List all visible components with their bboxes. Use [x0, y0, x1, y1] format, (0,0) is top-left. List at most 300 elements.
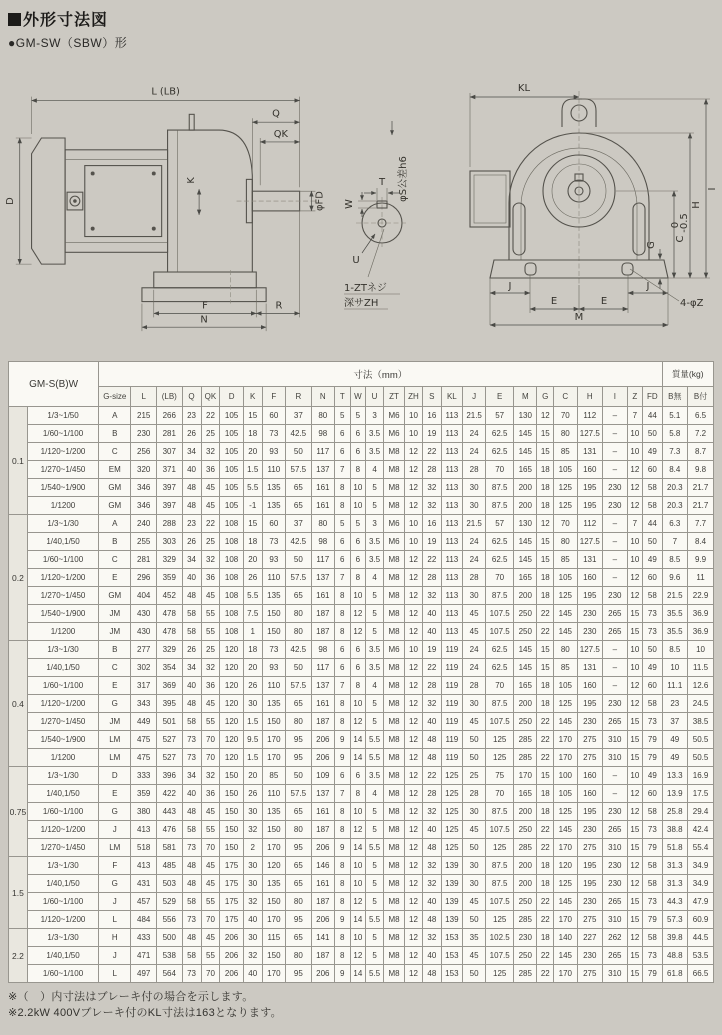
ratio-cell: 1/3~1/30: [27, 515, 98, 533]
dim-cell: 80: [554, 641, 577, 659]
dim-cell: 73: [182, 839, 201, 857]
dim-cell: 6: [350, 641, 366, 659]
dim-cell: 15: [243, 407, 262, 425]
mass-cell: 10: [688, 641, 714, 659]
dim-cell: 310: [603, 839, 627, 857]
dim-cell: 20: [243, 443, 262, 461]
dim-cell: 153: [441, 929, 462, 947]
dim-cell: 70: [554, 515, 577, 533]
dim-cell: 65: [286, 875, 312, 893]
dim-cell: 25: [201, 641, 220, 659]
dim-cell: 230: [603, 875, 627, 893]
dim-cell: 12: [405, 929, 423, 947]
dim-cell: 12: [405, 479, 423, 497]
dim-cell: 380: [131, 803, 157, 821]
dim-cell: 12: [537, 407, 554, 425]
dim-cell: 10: [350, 803, 366, 821]
column-header: (LB): [157, 387, 183, 407]
mass-cell: 8.4: [688, 533, 714, 551]
dim-label-f: F: [202, 300, 208, 312]
dim-cell: 5.5: [243, 587, 262, 605]
dim-cell: 12: [627, 479, 643, 497]
dim-cell: 8: [350, 677, 366, 695]
dim-cell: 19: [422, 425, 441, 443]
mass-cell: 21.7: [688, 497, 714, 515]
dim-cell: 73: [643, 713, 662, 731]
dim-cell: 8: [350, 569, 366, 587]
dim-cell: 26: [243, 569, 262, 587]
dim-cell: 227: [577, 929, 603, 947]
dim-cell: 57: [486, 515, 514, 533]
dim-cell: 5.5: [366, 839, 384, 857]
dim-cell: 28: [422, 785, 441, 803]
dim-cell: 23: [182, 407, 201, 425]
dim-cell: 484: [131, 911, 157, 929]
dim-cell: 58: [643, 857, 662, 875]
mass-cell: 49: [662, 749, 688, 767]
dim-cell: M8: [383, 821, 404, 839]
dim-cell: 139: [441, 911, 462, 929]
dim-label-k: K: [186, 177, 198, 184]
dim-cell: 30: [243, 875, 262, 893]
column-header: W: [350, 387, 366, 407]
dim-cell: 40: [243, 911, 262, 929]
dim-cell: 1.5: [243, 713, 262, 731]
column-header: N: [311, 387, 334, 407]
mass-cell: 12.6: [688, 677, 714, 695]
dim-cell: 329: [157, 641, 183, 659]
dim-cell: 85: [554, 443, 577, 461]
dim-cell: 433: [131, 929, 157, 947]
dim-cell: 275: [577, 749, 603, 767]
dim-cell: 80: [286, 605, 312, 623]
dim-label-s: φS公差h6: [398, 156, 409, 202]
dim-cell: 105: [220, 461, 243, 479]
dim-cell: 60: [643, 461, 662, 479]
dim-cell: 8: [334, 605, 350, 623]
dim-cell: 48: [182, 857, 201, 875]
dim-cell: 24: [462, 533, 485, 551]
dim-cell: 19: [422, 533, 441, 551]
ratio-cell: 1/120~1/200: [27, 569, 98, 587]
dim-cell: 8: [350, 785, 366, 803]
dim-cell: 50: [286, 659, 312, 677]
dim-cell: M8: [383, 731, 404, 749]
dim-cell: 115: [262, 929, 285, 947]
dim-cell: 45: [462, 821, 485, 839]
mass-cell: 38.5: [688, 713, 714, 731]
dim-cell: 93: [262, 551, 285, 569]
dim-cell: M8: [383, 461, 404, 479]
mass-cell: 20.3: [662, 497, 688, 515]
dim-cell: 48: [182, 497, 201, 515]
dim-cell: 113: [441, 497, 462, 515]
dim-cell: 7: [627, 515, 643, 533]
dim-cell: 28: [462, 785, 485, 803]
gsize-cell: E: [99, 677, 131, 695]
dim-cell: M8: [383, 497, 404, 515]
dim-cell: 15: [627, 839, 643, 857]
dim-cell: 9: [334, 749, 350, 767]
table-row: [9, 875, 714, 893]
dim-cell: 30: [462, 497, 485, 515]
dim-cell: 329: [157, 551, 183, 569]
dim-cell: 32: [201, 443, 220, 461]
dim-cell: 10: [627, 443, 643, 461]
dim-label-l: L (LB): [151, 86, 180, 98]
ratio-cell: 1/1200: [27, 497, 98, 515]
dim-cell: 12: [405, 893, 423, 911]
dim-cell: 35: [462, 929, 485, 947]
dim-cell: 108: [220, 623, 243, 641]
dim-cell: 60: [262, 407, 285, 425]
dim-cell: 145: [514, 551, 537, 569]
dim-cell: 12: [405, 623, 423, 641]
dim-cell: 285: [514, 731, 537, 749]
dim-cell: 50: [643, 425, 662, 443]
dim-cell: 80: [286, 893, 312, 911]
dim-cell: 485: [157, 857, 183, 875]
dim-cell: 12: [405, 659, 423, 677]
dim-cell: M8: [383, 569, 404, 587]
dim-cell: 170: [262, 965, 285, 983]
dim-cell: 10: [405, 407, 423, 425]
gsize-cell: E: [99, 569, 131, 587]
mass-cell: 34.9: [688, 875, 714, 893]
gsize-cell: F: [99, 857, 131, 875]
dim-cell: M8: [383, 767, 404, 785]
dim-cell: 187: [311, 605, 334, 623]
dim-cell: 50: [462, 965, 485, 983]
dim-cell: 5: [366, 695, 384, 713]
ratio-cell: 1/120~1/200: [27, 911, 98, 929]
dim-cell: 285: [514, 749, 537, 767]
ratio-cell: 1/540~1/900: [27, 479, 98, 497]
dim-cell: 109: [311, 767, 334, 785]
dim-cell: 119: [441, 731, 462, 749]
dim-cell: 475: [131, 731, 157, 749]
mass-cell: 23: [662, 695, 688, 713]
dim-cell: 93: [262, 659, 285, 677]
dim-cell: 113: [441, 605, 462, 623]
dim-cell: 449: [131, 713, 157, 731]
dim-cell: 165: [514, 785, 537, 803]
dim-cell: 87.5: [486, 587, 514, 605]
dim-cell: 10: [405, 515, 423, 533]
dim-cell: 230: [577, 893, 603, 911]
dim-cell: 30: [462, 695, 485, 713]
dim-cell: 139: [441, 893, 462, 911]
dim-cell: 145: [554, 893, 577, 911]
dim-cell: 310: [603, 911, 627, 929]
dim-cell: 404: [131, 587, 157, 605]
dim-cell: 15: [627, 605, 643, 623]
dim-cell: 105: [220, 425, 243, 443]
dim-cell: 265: [603, 623, 627, 641]
dim-cell: 161: [311, 587, 334, 605]
dim-cell: 230: [514, 929, 537, 947]
dim-label-qk: QK: [273, 129, 289, 140]
dim-cell: 15: [243, 515, 262, 533]
dim-cell: 170: [554, 965, 577, 983]
dim-cell: 120: [220, 641, 243, 659]
dim-cell: 113: [441, 533, 462, 551]
dim-cell: 3.5: [366, 425, 384, 443]
dim-cell: 15: [627, 893, 643, 911]
dim-cell: M8: [383, 947, 404, 965]
dim-cell: 45: [201, 929, 220, 947]
dim-cell: 12: [405, 605, 423, 623]
ratio-cell: 1/120~1/200: [27, 695, 98, 713]
dim-cell: 288: [157, 515, 183, 533]
dim-cell: 302: [131, 659, 157, 677]
dim-cell: 40: [182, 677, 201, 695]
mass-cell: 25.8: [662, 803, 688, 821]
dim-cell: 12: [405, 911, 423, 929]
dim-cell: 44: [643, 407, 662, 425]
dim-cell: 22: [537, 893, 554, 911]
dim-cell: 24: [462, 551, 485, 569]
dim-cell: 70: [486, 569, 514, 587]
dim-cell: 396: [157, 767, 183, 785]
dim-cell: 5: [366, 857, 384, 875]
dim-cell: 21.5: [462, 407, 485, 425]
dim-cell: 32: [422, 857, 441, 875]
dim-cell: 58: [643, 695, 662, 713]
dim-cell: 22: [537, 821, 554, 839]
dim-cell: 57.5: [286, 569, 312, 587]
gsize-cell: LM: [99, 839, 131, 857]
dim-cell: 170: [262, 911, 285, 929]
dim-cell: 6: [350, 533, 366, 551]
mass-cell: 16.9: [688, 767, 714, 785]
dim-cell: 30: [462, 587, 485, 605]
mass-cell: 34.9: [688, 857, 714, 875]
column-header: F: [262, 387, 285, 407]
mass-cell: 44.5: [688, 929, 714, 947]
dim-cell: 137: [311, 785, 334, 803]
gsize-cell: JM: [99, 605, 131, 623]
dim-cell: 127.5: [577, 425, 603, 443]
dim-cell: 5: [366, 929, 384, 947]
dim-cell: 22: [422, 551, 441, 569]
dim-cell: 395: [157, 695, 183, 713]
dim-cell: 60: [643, 785, 662, 803]
dim-cell: 137: [311, 461, 334, 479]
dim-cell: 6: [334, 551, 350, 569]
gsize-cell: JM: [99, 713, 131, 731]
dim-cell: 48: [182, 479, 201, 497]
dim-cell: 55: [201, 713, 220, 731]
dim-cell: 397: [157, 479, 183, 497]
dim-cell: 40: [182, 785, 201, 803]
dim-cell: 145: [554, 605, 577, 623]
dim-cell: 60: [643, 677, 662, 695]
dim-cell: 26: [182, 425, 201, 443]
dim-cell: 145: [514, 425, 537, 443]
dim-cell: 1.5: [243, 461, 262, 479]
mass-cell: 9.8: [688, 461, 714, 479]
dim-cell: M8: [383, 911, 404, 929]
dim-cell: 58: [643, 587, 662, 605]
dim-cell: 44: [643, 515, 662, 533]
dim-cell: 137: [311, 677, 334, 695]
dim-cell: 6: [350, 659, 366, 677]
dim-cell: 12: [627, 569, 643, 587]
dim-cell: 25: [201, 425, 220, 443]
table-body: [9, 407, 714, 983]
gsize-cell: EM: [99, 461, 131, 479]
dim-cell: 42.5: [286, 533, 312, 551]
table-head: [9, 362, 714, 407]
table-row: [9, 929, 714, 947]
table-row: [9, 641, 714, 659]
dim-cell: 5.5: [366, 731, 384, 749]
gsize-cell: C: [99, 443, 131, 461]
dim-cell: 200: [514, 875, 537, 893]
dim-cell: 65: [286, 497, 312, 515]
dim-cell: 130: [514, 515, 537, 533]
dim-cell: 70: [201, 839, 220, 857]
dim-cell: 65: [286, 587, 312, 605]
dim-cell: 73: [643, 623, 662, 641]
dim-cell: 32: [422, 479, 441, 497]
ratio-cell: 1/40,1/50: [27, 785, 98, 803]
mass-cell: 21.7: [688, 479, 714, 497]
dim-cell: 275: [577, 839, 603, 857]
dim-cell: M8: [383, 713, 404, 731]
dim-cell: 150: [220, 803, 243, 821]
dim-cell: 105: [220, 443, 243, 461]
dim-cell: 230: [577, 821, 603, 839]
dim-cell: 110: [262, 677, 285, 695]
dim-cell: 5: [366, 821, 384, 839]
dim-cell: 10: [405, 641, 423, 659]
kw-cell: 1.5: [9, 857, 28, 929]
dim-cell: 7: [334, 461, 350, 479]
dim-cell: 10: [350, 857, 366, 875]
dim-cell: 73: [182, 731, 201, 749]
mass-cell: 6.3: [662, 515, 688, 533]
mass-cell: 7.2: [688, 425, 714, 443]
mass-cell: 36.9: [688, 623, 714, 641]
dim-cell: 40: [422, 605, 441, 623]
dim-cell: 475: [131, 749, 157, 767]
dim-cell: 12: [405, 821, 423, 839]
dim-cell: 6: [350, 551, 366, 569]
dim-cell: 12: [405, 695, 423, 713]
dim-cell: M8: [383, 677, 404, 695]
dim-cell: 9.5: [243, 731, 262, 749]
dim-cell: 18: [537, 929, 554, 947]
dim-cell: 8: [334, 479, 350, 497]
dim-cell: 73: [182, 749, 201, 767]
dim-cell: 145: [554, 947, 577, 965]
gsize-cell: E: [99, 785, 131, 803]
gsize-cell: L: [99, 911, 131, 929]
dim-cell: 10: [350, 875, 366, 893]
dim-cell: 1: [243, 623, 262, 641]
dim-cell: 45: [462, 713, 485, 731]
dim-cell: 125: [554, 479, 577, 497]
dim-cell: 48: [422, 749, 441, 767]
dim-cell: 113: [441, 515, 462, 533]
column-header: QK: [201, 387, 220, 407]
dim-cell: 501: [157, 713, 183, 731]
dim-cell: 40: [422, 947, 441, 965]
dim-cell: 48: [422, 965, 441, 983]
dim-cell: 307: [157, 443, 183, 461]
dim-cell: 422: [157, 785, 183, 803]
dim-cell: –: [603, 677, 627, 695]
dim-cell: 60: [643, 569, 662, 587]
dim-cell: 161: [311, 875, 334, 893]
dim-cell: 529: [157, 893, 183, 911]
dim-cell: 12: [405, 767, 423, 785]
gsize-cell: G: [99, 803, 131, 821]
dim-cell: 105: [220, 497, 243, 515]
dim-cell: 277: [131, 641, 157, 659]
ratio-cell: 1/60~1/100: [27, 803, 98, 821]
dim-cell: 10: [627, 533, 643, 551]
dim-cell: 87.5: [486, 803, 514, 821]
dim-cell: 187: [311, 947, 334, 965]
dim-cell: 476: [157, 821, 183, 839]
mass-cell: 42.4: [688, 821, 714, 839]
dim-cell: 8: [334, 803, 350, 821]
dim-cell: 26: [243, 677, 262, 695]
dim-cell: 131: [577, 551, 603, 569]
gsize-cell: A: [99, 515, 131, 533]
dim-cell: 230: [603, 695, 627, 713]
dim-cell: 145: [514, 443, 537, 461]
mass-cell: 50.5: [688, 749, 714, 767]
dim-cell: M8: [383, 749, 404, 767]
dim-label-e-left: E: [550, 296, 558, 307]
dim-cell: 9: [334, 839, 350, 857]
dim-cell: 55: [201, 605, 220, 623]
dim-cell: 145: [514, 659, 537, 677]
dim-cell: 6: [350, 425, 366, 443]
table-row: [9, 407, 714, 425]
dim-cell: 119: [441, 749, 462, 767]
dim-cell: 3.5: [366, 641, 384, 659]
dim-cell: 107.5: [486, 713, 514, 731]
dim-cell: 45: [462, 623, 485, 641]
dim-cell: 10: [350, 695, 366, 713]
dim-cell: 45: [201, 479, 220, 497]
dim-cell: 14: [350, 911, 366, 929]
dim-cell: 250: [514, 893, 537, 911]
dim-cell: 45: [201, 803, 220, 821]
dim-cell: 135: [262, 479, 285, 497]
dim-cell: 12: [405, 803, 423, 821]
column-header: Z: [627, 387, 643, 407]
dim-cell: 55: [201, 893, 220, 911]
dim-cell: 73: [262, 641, 285, 659]
dim-cell: 32: [201, 767, 220, 785]
gsize-cell: J: [99, 893, 131, 911]
dim-cell: 15: [627, 965, 643, 983]
dim-cell: 58: [643, 929, 662, 947]
gsize-cell: H: [99, 929, 131, 947]
table-row: [9, 857, 714, 875]
dim-cell: 12: [405, 497, 423, 515]
table-row: [9, 443, 714, 461]
dim-cell: 65: [286, 857, 312, 875]
dim-cell: 195: [577, 875, 603, 893]
dim-cell: 175: [220, 893, 243, 911]
